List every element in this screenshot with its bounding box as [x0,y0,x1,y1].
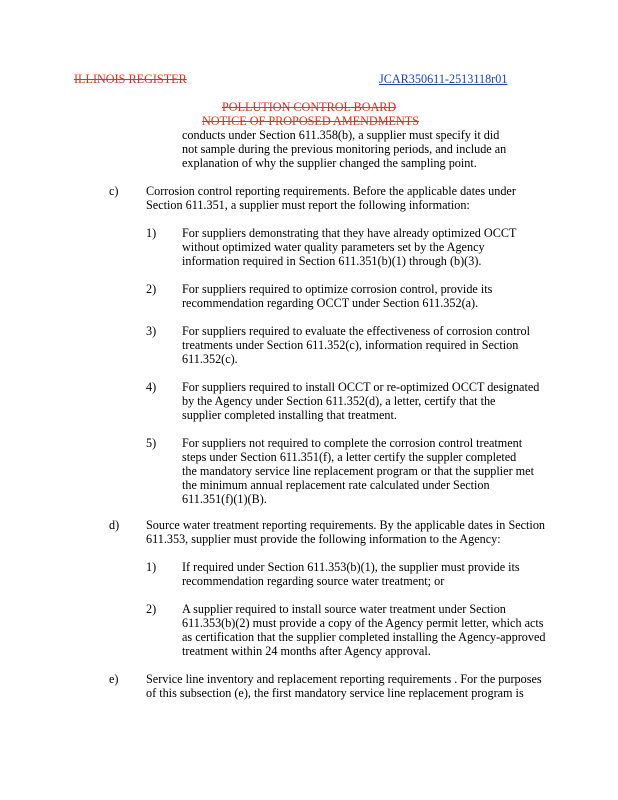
text-line: without optimized water quality parameters set by the Agency [182,240,485,254]
item-label: 1) [146,226,157,240]
text-line: 611.352(c). [182,352,238,366]
text-line: not sample during the previous monitoring periods, and include an [182,142,507,156]
text-line: the mandatory service line replacement program or that the supplier met [182,464,534,478]
text-line: Section 611.351, a supplier must report the following information: [146,198,470,212]
text-line: steps under Section 611.351(f), a letter certify the suppler completed [182,450,517,464]
text-line: recommendation regarding source water treatment; or [182,574,445,588]
text-line: For suppliers required to optimize corrosion control, provide its [182,282,493,296]
text-line: recommendation regarding OCCT under Section 611.352(a). [182,296,479,310]
register-title: ILLINOIS REGISTER [74,72,187,86]
text-line: treatments under Section 611.352(c), information required in Section [182,338,519,352]
section-label: e) [109,672,119,686]
text-line: explanation of why the supplier changed the sampling point. [182,156,477,170]
notice-title: NOTICE OF PROPOSED AMENDMENTS [202,114,420,128]
text-line: For suppliers not required to complete the corrosion control treatment [182,436,523,450]
item-label: 1) [146,560,157,574]
text-line: conducts under Section 611.358(b), a supplier must specify it did [182,128,500,142]
text-line: For suppliers required to install OCCT or re-optimized OCCT designated [182,380,540,394]
item-label: 2) [146,602,157,616]
item-label: 3) [146,324,157,338]
section-label: d) [109,518,120,532]
text-line: supplier completed installing that treatment. [182,408,397,422]
section-label: c) [109,184,119,198]
text-line: of this subsection (e), the first mandatory service line replacement program is [146,686,524,700]
jcar-code: JCAR350611-2513118r01 [379,72,508,86]
text-line: Service line inventory and replacement reporting requirements . For the purposes [146,672,542,686]
text-line: For suppliers required to evaluate the effectiveness of corrosion control [182,324,531,338]
item-label: 2) [146,282,157,296]
board-title: POLLUTION CONTROL BOARD [222,100,397,114]
text-line: the minimum annual replacement rate calculated under Section [182,478,490,492]
text-line: 611.353(b)(2) must provide a copy of the Agency permit letter, which acts [182,616,544,630]
text-line: by the Agency under Section 611.352(d), a letter, certify that the [182,394,496,408]
text-line: 611.353, supplier must provide the following information to the Agency: [146,532,501,546]
text-line: information required in Section 611.351(b)(1) through (b)(3). [182,254,482,268]
item-label: 4) [146,380,157,394]
text-line: 611.351(f)(1)(B). [182,492,267,506]
text-line: Corrosion control reporting requirements. Before the applicable dates under [146,184,516,198]
text-line: treatment within 24 months after Agency approval. [182,644,431,658]
item-label: 5) [146,436,157,450]
text-line: A supplier required to install source water treatment under Section [182,602,506,616]
text-line: For suppliers demonstrating that they have already optimized OCCT [182,226,517,240]
text-line: as certification that the supplier completed installing the Agency-approved [182,630,546,644]
text-line: Source water treatment reporting requirements. By the applicable dates in Section [146,518,546,532]
text-line: If required under Section 611.353(b)(1), the supplier must provide its [182,560,520,574]
